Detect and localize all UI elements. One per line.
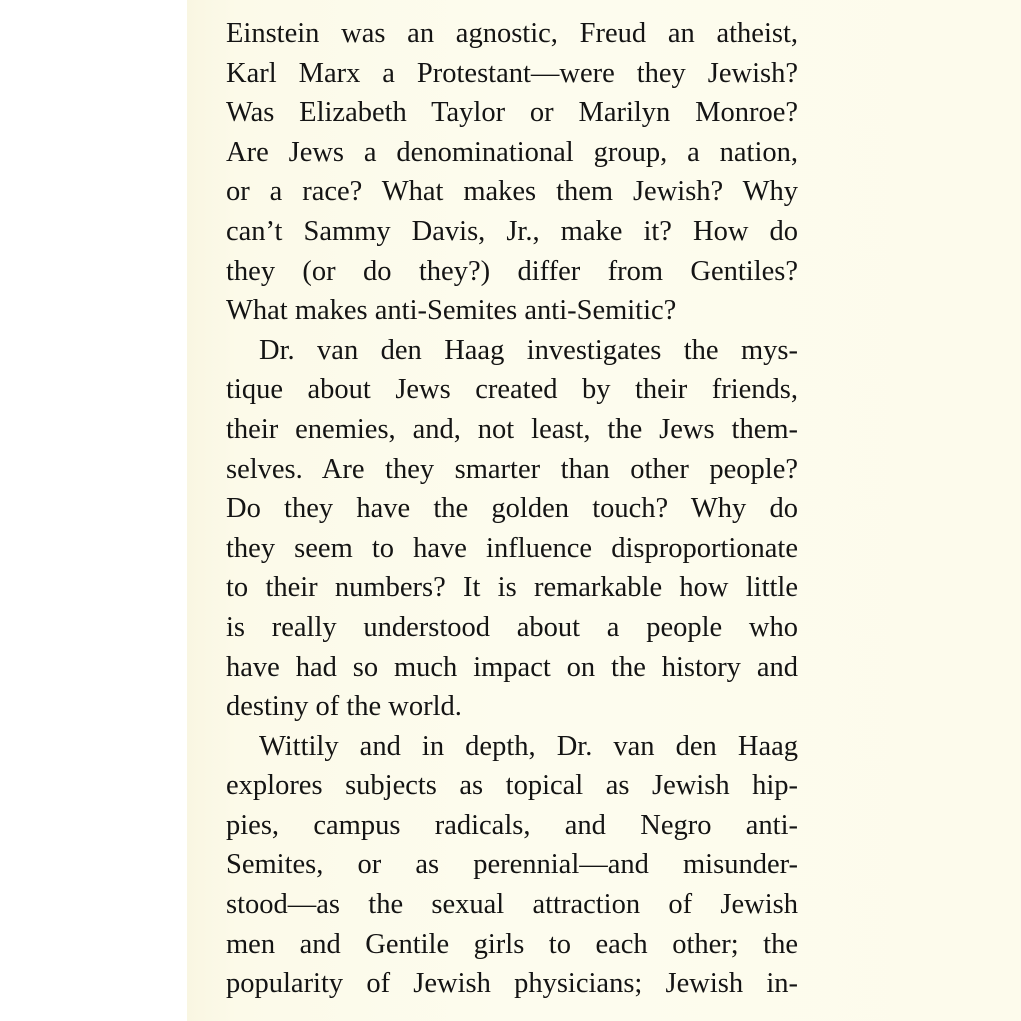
- text-line: they (or do they?) differ from Gentiles?: [226, 255, 798, 287]
- text-line: men and Gentile girls to each other; the: [226, 928, 798, 960]
- text-line: their enemies, and, not least, the Jews them-: [226, 413, 798, 445]
- text-line: have had so much impact on the history and: [226, 651, 798, 683]
- text-line: Einstein was an agnostic, Freud an atheist,: [226, 18, 798, 49]
- text-line: Dr. van den Haag investigates the mys-: [259, 334, 798, 366]
- text-line: What makes anti-Semites anti-Semitic?: [226, 295, 677, 327]
- paragraph-1: [226, 14, 798, 331]
- text-line: destiny of the world.: [226, 691, 462, 723]
- text-line: Are Jews a denominational group, a nation,: [226, 136, 798, 168]
- text-line: popularity of Jewish physicians; Jewish in-: [226, 968, 798, 1000]
- text-line: to their numbers? It is remarkable how little: [226, 572, 798, 604]
- text-line: they seem to have influence disproportionate: [226, 532, 798, 564]
- jacket-text: [226, 14, 798, 1004]
- text-line: stood—as the sexual attraction of Jewish: [226, 889, 798, 921]
- text-line: selves. Are they smarter than other people?: [226, 453, 798, 485]
- paragraph-2: [226, 331, 798, 727]
- paragraph-3: [226, 727, 798, 1004]
- text-line: Semites, or as perennial—and misunder-: [226, 849, 798, 881]
- text-line: tique about Jews created by their friends,: [226, 374, 798, 406]
- text-line: pies, campus radicals, and Negro anti-: [226, 809, 798, 841]
- text-line: Do they have the golden touch? Why do: [226, 493, 798, 525]
- text-line: can’t Sammy Davis, Jr., make it? How do: [226, 215, 798, 247]
- text-line: explores subjects as topical as Jewish hip-: [226, 770, 798, 802]
- text-line: is really understood about a people who: [226, 611, 798, 643]
- text-line: Was Elizabeth Taylor or Marilyn Monroe?: [226, 97, 798, 129]
- text-line: Wittily and in depth, Dr. van den Haag: [259, 730, 798, 762]
- text-line: Karl Marx a Protestant—were they Jewish?: [226, 57, 798, 89]
- text-line: or a race? What makes them Jewish? Why: [226, 176, 798, 208]
